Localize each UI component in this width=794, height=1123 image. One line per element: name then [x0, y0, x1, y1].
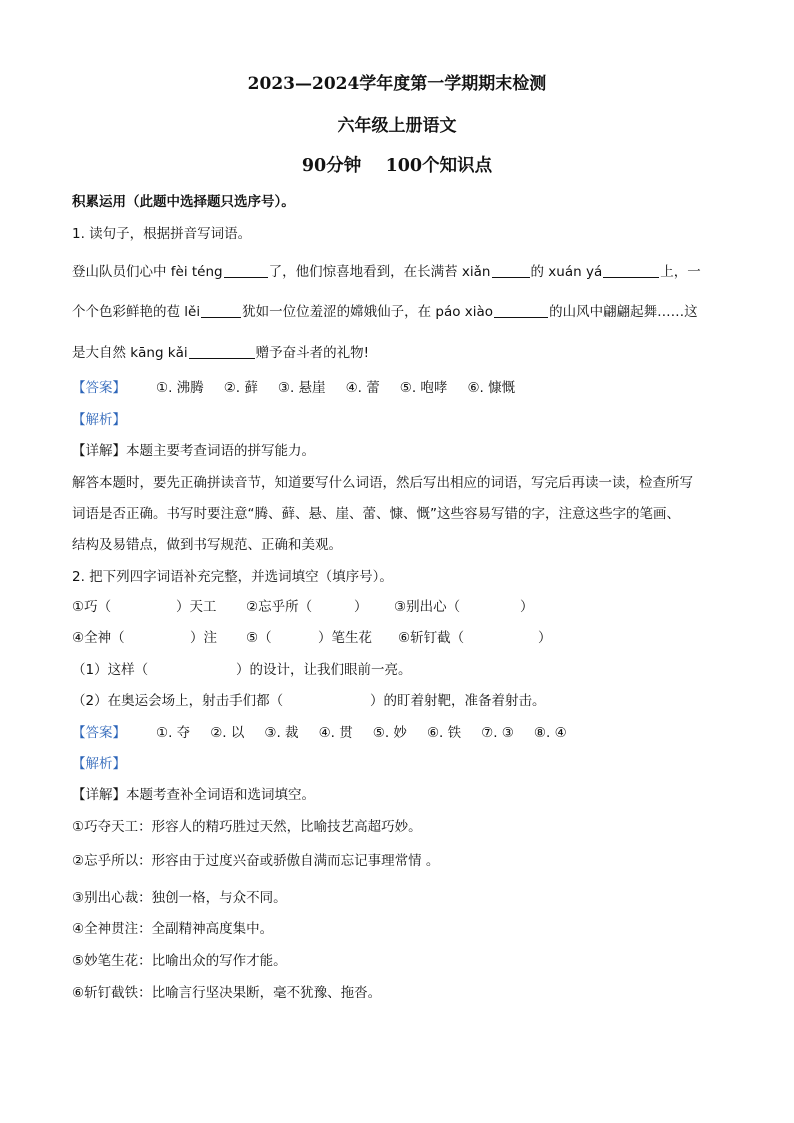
q1-answer-4: ④. 蕾	[345, 380, 380, 396]
q2-prompt: 2. 把下列四字词语补充完整，并选词填空（填序号）。	[72, 569, 393, 585]
idiom-6-close: ）	[538, 630, 552, 646]
idiom-1-close: ）天工	[176, 599, 217, 615]
q1-para-1: 解答本题时，要先正确拼读音节，知道要写什么词语，然后写出相应的词语，写完后再读一读，检查所写	[72, 475, 693, 491]
document-meta: 90分钟 100个知识点	[301, 156, 493, 176]
q2-idiom-row-1	[72, 598, 534, 616]
q1-detail: 【详解】本题主要考查词语的拼写能力。	[72, 443, 315, 459]
q1-prompt: 1. 读句子，根据拼音写词语。	[72, 226, 252, 242]
q2-explanation-4: ④全神贯注：全副精神高度集中。	[72, 921, 274, 937]
q1-answer-row	[72, 379, 535, 397]
idiom-4-open: ④全神（	[72, 630, 125, 646]
idiom-5-open: ⑤（	[246, 630, 272, 646]
q2-answer-6: ⑥. 铁	[426, 725, 462, 741]
blank-3[interactable]	[603, 263, 659, 278]
q1-sentence-line2	[72, 303, 698, 321]
q1-answer-6: ⑥. 慷慨	[467, 380, 516, 396]
q2-detail: 【详解】本题考查补全词语和选词填空。	[72, 787, 315, 803]
q2-answer-8: ⑧. ④	[533, 725, 567, 741]
q2-answer-1: ①. 夺	[156, 725, 191, 741]
fill-1-open: （1）这样（	[72, 662, 149, 678]
q1-sentence-line1	[72, 263, 701, 281]
q2-explanation-5: ⑤妙笔生花：比喻出众的写作才能。	[72, 953, 287, 969]
q1-l2-b: 犹如一位位羞涩的嫦娥仙子，在 páo xiào	[242, 304, 494, 320]
q2-fill-1	[72, 661, 412, 679]
q1-l2-c: 的山风中翩翩起舞……这	[549, 304, 698, 320]
document-title: 2023—2024学年度第一学期期末检测	[247, 74, 547, 94]
idiom-4-close: ）注	[190, 630, 217, 646]
q1-answer-label: 【答案】	[72, 380, 126, 396]
section-heading: 积累运用（此题中选择题只选序号）。	[72, 194, 295, 210]
q1-answer-2: ②. 藓	[223, 380, 258, 396]
idiom-6-open: ⑥斩钉截（	[398, 630, 465, 646]
q1-answers	[156, 379, 535, 397]
q2-explanation-6: ⑥斩钉截铁：比喻言行坚决果断，毫不犹豫、拖沓。	[72, 985, 382, 1001]
q2-answer-label: 【答案】	[72, 725, 126, 741]
q2-explanation-1: ①巧夺天工：形容人的精巧胜过天然，比喻技艺高超巧妙。	[72, 819, 422, 835]
q1-para-3: 结构及易错点，做到书写规范、正确和美观。	[72, 537, 342, 553]
q2-explanation-2: ②忘乎所以：形容由于过度兴奋或骄傲自满而忘记事理常情 。	[72, 853, 440, 869]
blank-6[interactable]	[189, 344, 255, 359]
q2-answers	[156, 724, 587, 742]
q1-answer-1: ①. 沸腾	[156, 380, 204, 396]
blank-1[interactable]	[224, 263, 268, 278]
q2-explanation-3: ③别出心裁：独创一格，与众不同。	[72, 890, 287, 906]
q2-answer-2: ②. 以	[210, 725, 245, 741]
idiom-1-open: ①巧（	[72, 599, 112, 615]
q2-fill-2	[72, 692, 546, 710]
idiom-2-open: ②忘乎所（	[246, 599, 313, 615]
q1-l1-a: 登山队员们心中 fèi téng	[72, 264, 223, 280]
idiom-3-open: ③别出心（	[394, 599, 461, 615]
idiom-3-close: ）	[520, 599, 534, 615]
document-subtitle: 六年级上册语文	[337, 116, 457, 136]
q1-answer-3: ③. 悬崖	[277, 380, 326, 396]
q1-l1-b: 了，他们惊喜地看到，在长满苔 xiǎn	[268, 264, 491, 280]
q1-l3-a: 是大自然 kāng kǎi	[72, 345, 188, 361]
blank-2[interactable]	[492, 263, 530, 278]
fill-2-open: （2）在奥运会场上，射击手们都（	[72, 693, 284, 709]
fill-2-close: ）的盯着射靶，准备着射击。	[370, 693, 546, 709]
q2-answer-row	[72, 724, 587, 742]
q1-l2-a: 个个色彩鲜艳的苞 lěi	[72, 304, 201, 320]
q2-answer-7: ⑦. ③	[481, 725, 514, 741]
q2-answer-4: ④. 贯	[318, 725, 353, 741]
idiom-2-close: ）	[354, 599, 368, 615]
q1-l1-c: 的 xuán yá	[530, 264, 603, 280]
q1-para-2: 词语是否正确。书写时要注意“腾、藓、悬、崖、蕾、慷、慨”这些容易写错的字，注意这些字的笔画、	[72, 506, 680, 522]
fill-1-close: ）的设计，让我们眼前一亮。	[236, 662, 412, 678]
q1-answer-5: ⑤. 咆哮	[399, 380, 448, 396]
blank-4[interactable]	[201, 303, 241, 318]
q2-answer-5: ⑤. 妙	[372, 725, 407, 741]
q1-l3-b: 赠予奋斗者的礼物!	[255, 345, 370, 361]
idiom-5-close: ）笔生花	[318, 630, 372, 646]
q2-answer-3: ③. 裁	[264, 725, 299, 741]
q1-sentence-line3	[72, 344, 369, 362]
q2-analysis-label: 【解析】	[72, 756, 126, 772]
q1-l1-d: 上，一	[660, 264, 701, 280]
blank-5[interactable]	[494, 303, 548, 318]
q2-idiom-row-2	[72, 629, 552, 647]
q1-analysis-label: 【解析】	[72, 412, 126, 428]
